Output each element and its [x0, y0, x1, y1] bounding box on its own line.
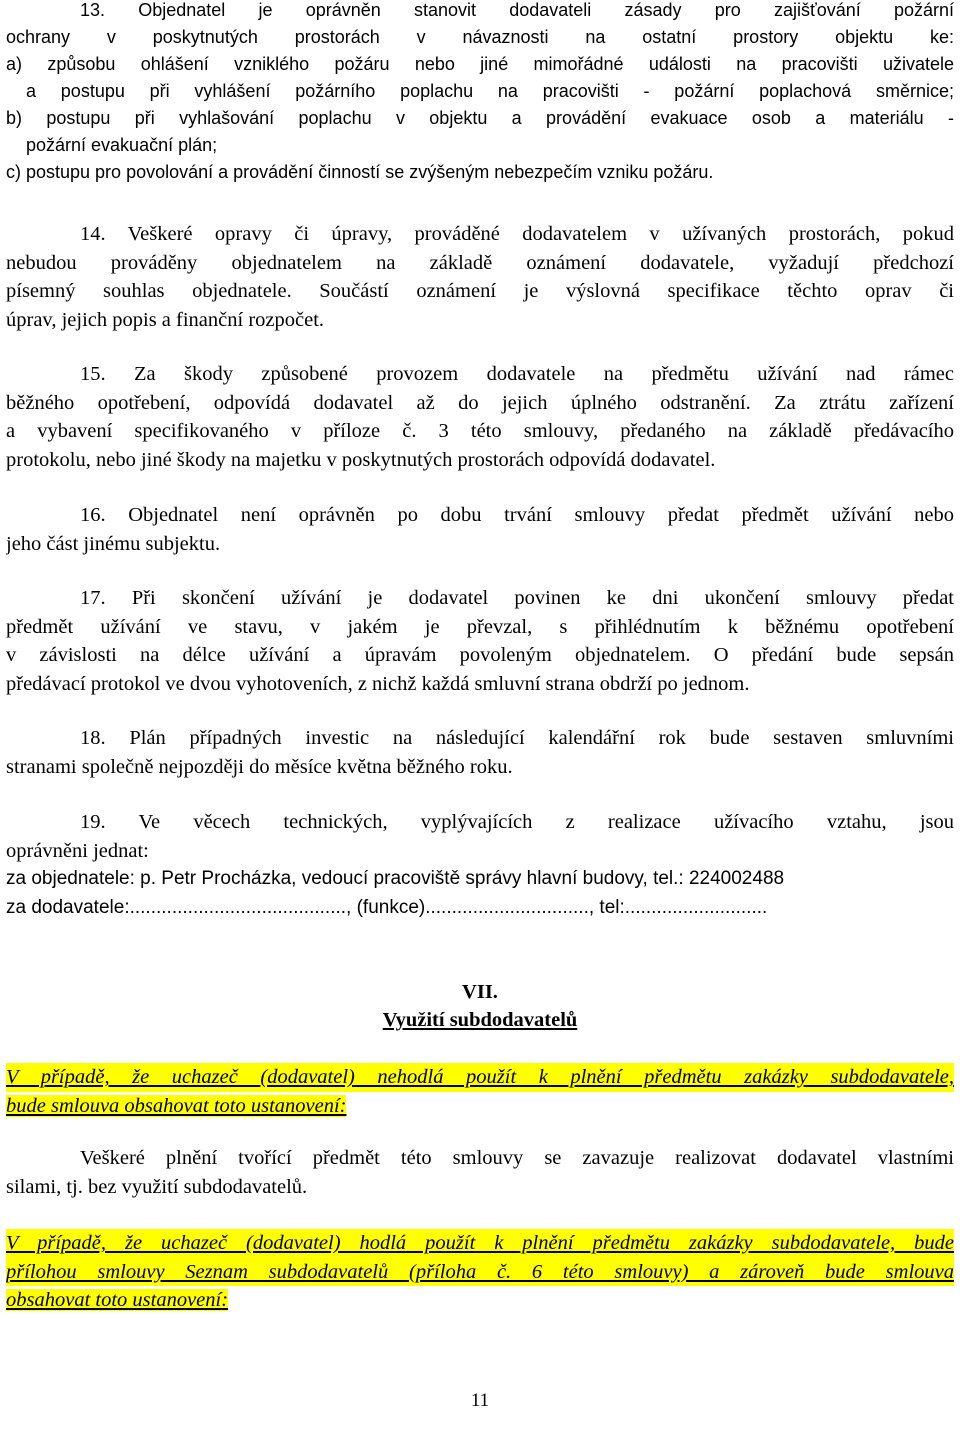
highlighted-note-2: [6, 1229, 954, 1315]
section-15: [6, 360, 954, 474]
paragraph-line: písemný souhlas objednatele. Součástí oznámení je výslovná specifikace těchto oprav či: [6, 280, 954, 302]
paragraph-line: předmět užívání ve stavu, v jakém je převzal, s přihlédnutím k běžnému opotřebení: [6, 615, 954, 638]
page-number: 11: [470, 1390, 490, 1411]
paragraph-line: oprávněni jednat:: [6, 839, 149, 862]
paragraph-line: běžného opotřebení, odpovídá dodavatel až do jejich úplného odstranění. Za ztrátu zařízení: [6, 391, 954, 414]
highlighted-line: V případě, že uchazeč (dodavatel) hodlá použít k plnění předmětu zakázky subdodavatele, bude: [6, 1229, 954, 1258]
highlighted-line: bude smlouva obsahovat toto ustanovení:: [6, 1094, 347, 1117]
paragraph-line: nebudou prováděny objednatelem na základě oznámení dodavatele, vyžadují předchozí: [6, 251, 954, 274]
chapter-title: Využití subdodavatelů: [382, 1009, 578, 1031]
paragraph-line: úprav, jejich popis a finanční rozpočet.: [6, 308, 325, 331]
section-17: [6, 584, 954, 698]
paragraph-line: 13. Objednatel je oprávněn stanovit dodavateli zásady pro zajišťování požární: [80, 0, 954, 20]
contact-dodavatel: za dodavatele:........................................., (funkce)..............................., tel:...........................: [6, 896, 768, 918]
paragraph-line: 15. Za škody způsobené provozem dodavatele na předmětu užívání nad rámec: [80, 363, 954, 385]
chapter-number: VII.: [462, 981, 498, 1003]
paragraph-line: b) postupu při vyhlašování poplachu v objektu a provádění evakuace osob a materiálu -: [6, 108, 954, 128]
paragraph-line: stranami společně nejpozději do měsíce května běžného roku.: [6, 755, 513, 778]
contact-objednatel: za objednatele: p. Petr Procházka, vedoucí pracoviště správy hlavní budovy, tel.: 224002488: [6, 868, 785, 889]
highlighted-line: přílohou smlouvy Seznam subdodavatelů (příloha č. 6 této smlouvy) a zároveň bude smlouva: [6, 1258, 954, 1287]
paragraph-line: silami, tj. bez využití subdodavatelů.: [6, 1175, 308, 1198]
paragraph-line: požární evakuační plán;: [26, 135, 218, 155]
paragraph-line: 19. Ve věcech technických, vyplývajících z realizace užívacího vztahu, jsou: [80, 811, 954, 833]
paragraph-line: a postupu při vyhlášení požárního poplachu na pracovišti - požární poplachová směrnice;: [26, 81, 954, 101]
paragraph-line: a vybavení specifikovaného v příloze č. 3 této smlouvy, předaného na základě předávacího: [6, 420, 954, 442]
paragraph-line: předávací protokol ve dvou vyhotoveních, z nichž každá smluvní strana obdrží po jednom.: [6, 672, 750, 695]
paragraph-line: 17. Při skončení užívání je dodavatel povinen ke dni ukončení smlouvy předat: [80, 587, 954, 609]
paragraph-line: Veškeré plnění tvořící předmět této smlouvy se zavazuje realizovat dodavatel vlastními: [80, 1147, 954, 1169]
section-14: [6, 220, 954, 334]
paragraph-line: 14. Veškeré opravy či úpravy, prováděné dodavatelem v užívaných prostorách, pokud: [80, 223, 954, 245]
section-18: [6, 724, 954, 781]
section-19: [6, 808, 954, 922]
section-13: [6, 0, 954, 186]
paragraph-line: 16. Objednatel není oprávněn po dobu trvání smlouvy předat předmět užívání nebo: [80, 504, 954, 526]
paragraph-line: jeho část jinému subjektu.: [6, 532, 221, 555]
highlighted-note-1: [6, 1063, 954, 1120]
paragraph-line: c) postupu pro povolování a provádění činností se zvýšeným nebezpečím vzniku požáru.: [6, 162, 714, 182]
clause-paragraph: [6, 1144, 954, 1201]
paragraph-line: ochrany v poskytnutých prostorách v návaznosti na ostatní prostory objektu ke:: [6, 27, 954, 47]
highlighted-line: V případě, že uchazeč (dodavatel) nehodlá použít k plnění předmětu zakázky subdodavatele,: [6, 1063, 954, 1092]
paragraph-line: v závislosti na délce užívání a úpravám povoleným objednatelem. O předání bude sepsán: [6, 644, 954, 666]
paragraph-line: protokolu, nebo jiné škody na majetku v poskytnutých prostorách odpovídá dodavatel.: [6, 448, 716, 471]
paragraph-line: a) způsobu ohlášení vzniklého požáru nebo jiné mimořádné události na pracovišti uživatele: [6, 54, 954, 74]
chapter-heading: [6, 978, 954, 1034]
section-16: [6, 501, 954, 558]
paragraph-line: 18. Plán případných investic na následující kalendářní rok bude sestaven smluvními: [80, 727, 954, 749]
highlighted-line: obsahovat toto ustanovení:: [6, 1289, 229, 1311]
